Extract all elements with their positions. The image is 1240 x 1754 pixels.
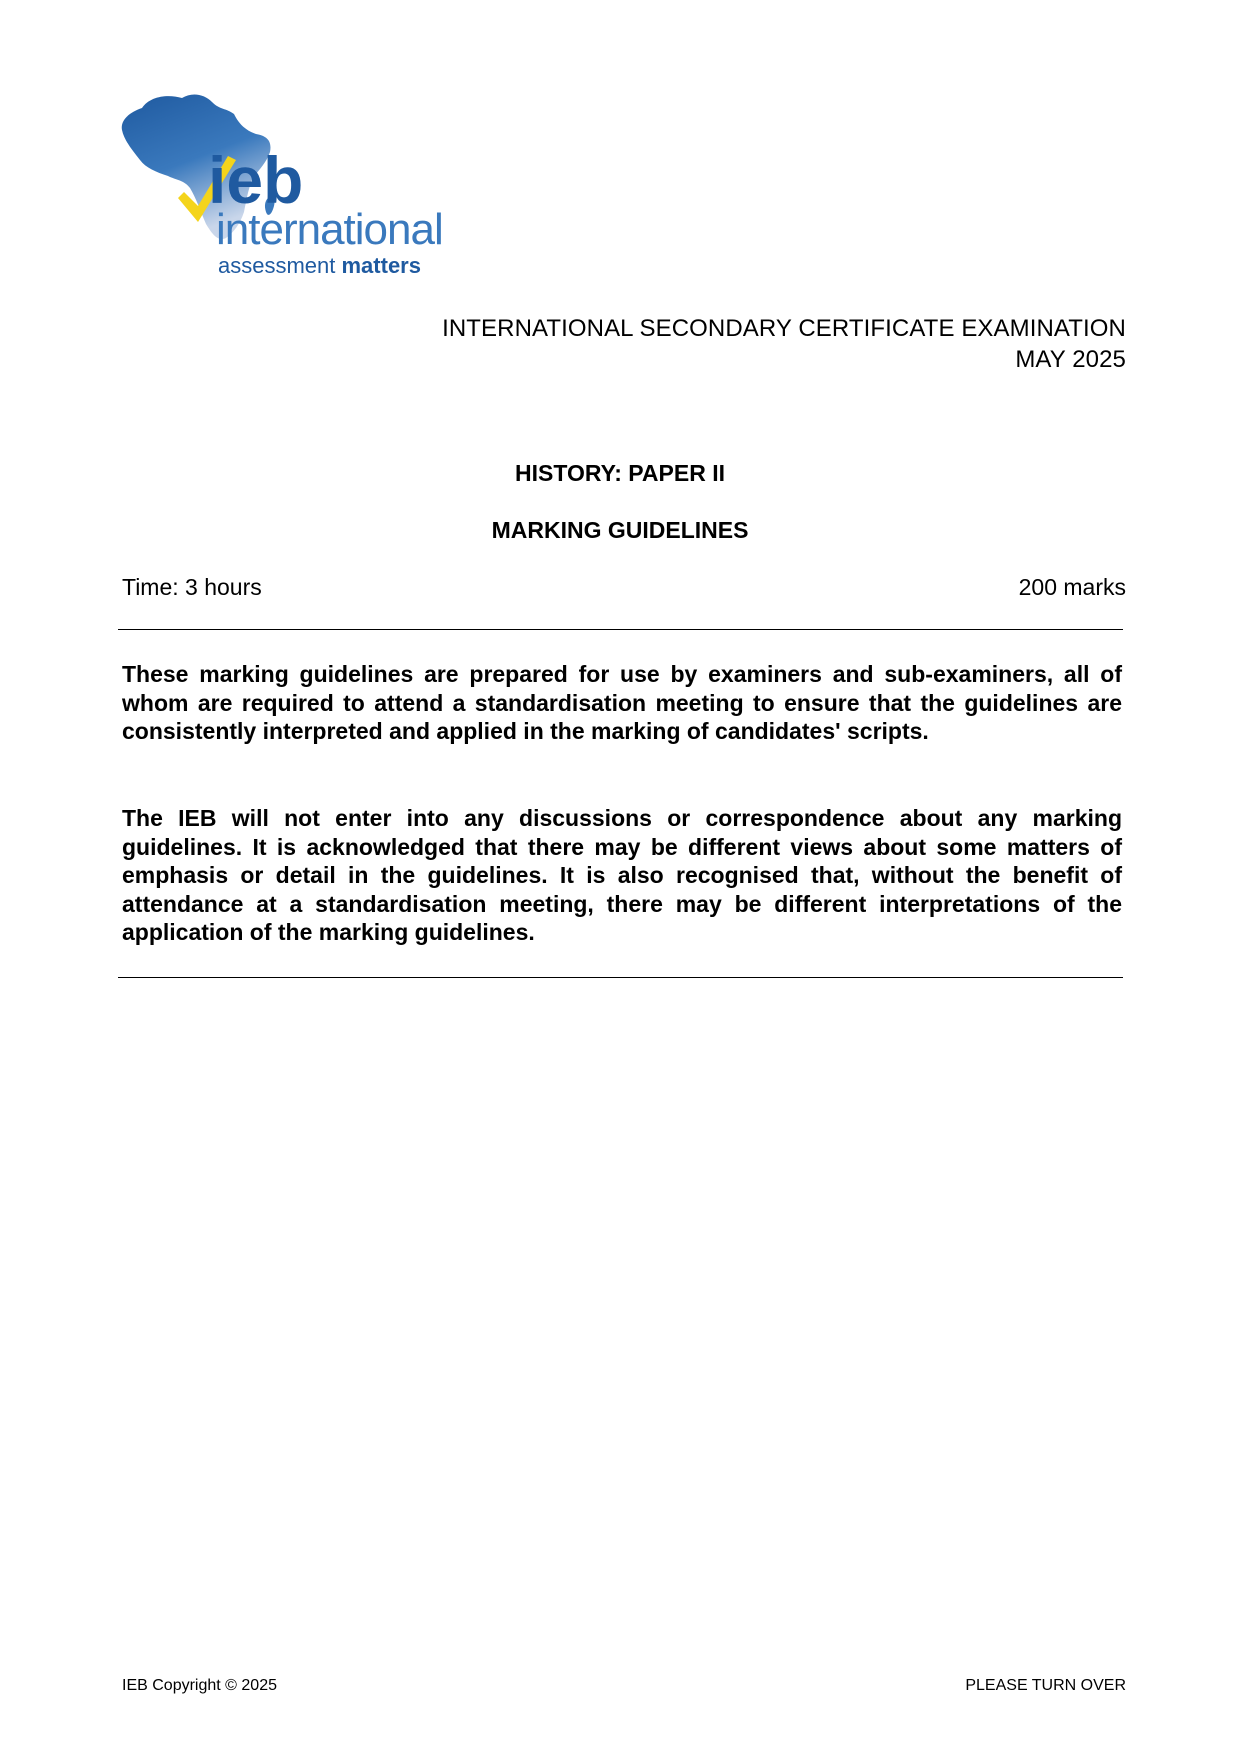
- exam-session: MAY 2025: [1015, 346, 1126, 373]
- exam-name: INTERNATIONAL SECONDARY CERTIFICATE EXAMINATION: [442, 315, 1126, 342]
- logo-mark-text: ieb: [208, 143, 304, 217]
- time-allowed: Time: 3 hours: [122, 574, 262, 600]
- logo-word-text: international: [216, 205, 443, 254]
- paper-title: HISTORY: PAPER II: [514, 460, 725, 486]
- logo-tagline-bold: matters: [341, 253, 421, 278]
- notice-paragraph-1: These marking guidelines are prepared for use by examiners and sub-examiners, all of whom are required to attend a standardisation meeting to ensure that the guidelines are consistently interpreted and applied in the marking of candidates' scripts.: [122, 661, 1122, 745]
- ieb-logo: [120, 90, 480, 290]
- turn-over-text: PLEASE TURN OVER: [965, 1677, 1126, 1694]
- total-marks: 200 marks: [1018, 574, 1126, 600]
- africa-map-icon: [120, 90, 480, 290]
- logo-tagline-regular: assessment: [218, 253, 342, 278]
- exam-meta-row: [122, 572, 1126, 602]
- top-divider: [118, 629, 1123, 630]
- page-footer: [122, 1676, 1126, 1696]
- copyright-text: IEB Copyright © 2025: [122, 1677, 277, 1694]
- notice-paragraph-2: The IEB will not enter into any discussions or correspondence about any marking guidelines. It is acknowledged that there may be different views about some matters of emphasis or detail in the guidelines. It is also recognised that, without the benefit of attendance at a standardisation meeting, there may be different interpretations of the application of the marking guidelines.: [122, 805, 1122, 946]
- document-title: MARKING GUIDELINES: [491, 517, 749, 543]
- logo-tagline-text: [218, 253, 421, 278]
- exam-header: [442, 313, 1126, 375]
- bottom-divider: [118, 977, 1123, 978]
